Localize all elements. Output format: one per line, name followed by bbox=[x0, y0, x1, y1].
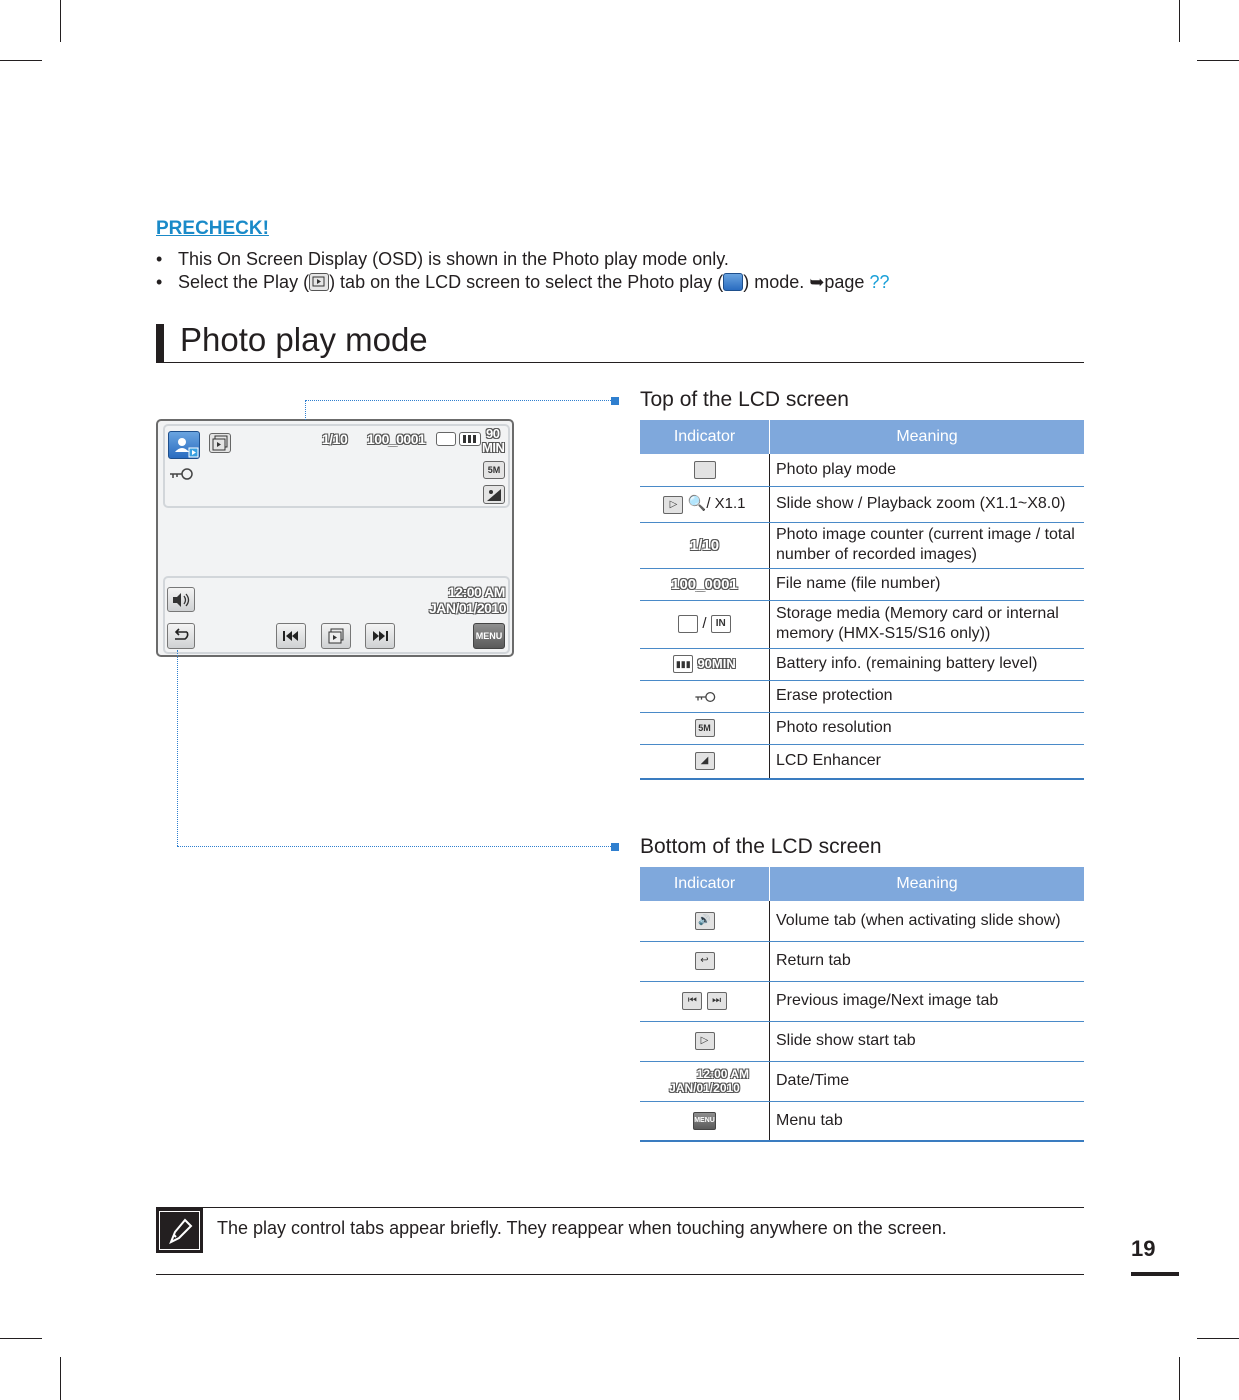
crop-mark bbox=[0, 60, 42, 61]
table-row bbox=[640, 981, 1084, 1021]
memory-card-icon bbox=[678, 615, 698, 633]
photo-mode-icon bbox=[694, 461, 716, 479]
date-indicator: JAN/01/2010 bbox=[669, 1081, 740, 1095]
title-rule bbox=[156, 362, 1084, 363]
page-ref-arrow: ➥page bbox=[809, 272, 870, 292]
indicator-cell bbox=[640, 744, 770, 779]
column-header-indicator: Indicator bbox=[640, 420, 770, 454]
indicator-cell bbox=[640, 1101, 770, 1141]
indicator-cell bbox=[640, 1021, 770, 1061]
crop-mark bbox=[0, 1338, 42, 1339]
column-header-meaning: Meaning bbox=[770, 867, 1085, 901]
page-ref-number[interactable]: ?? bbox=[869, 272, 890, 292]
leader-marker-top bbox=[611, 397, 619, 405]
column-header-meaning: Meaning bbox=[770, 420, 1085, 454]
table-row bbox=[640, 568, 1084, 600]
table-row bbox=[640, 941, 1084, 981]
table-row bbox=[640, 600, 1084, 648]
table-header-row bbox=[640, 867, 1084, 901]
battery-time: 90MIN bbox=[697, 655, 736, 671]
resolution-icon: 5M bbox=[695, 719, 715, 737]
meaning-cell: Menu tab bbox=[770, 1101, 1085, 1141]
battery-icon: ▮▮▮ bbox=[673, 655, 693, 673]
indicator-cell: 1/10 bbox=[640, 522, 770, 568]
slideshow-start-button[interactable] bbox=[321, 623, 351, 649]
meaning-cell: Date/Time bbox=[770, 1061, 1085, 1101]
meaning-cell: Volume tab (when activating slide show) bbox=[770, 901, 1085, 941]
internal-memory-icon: IN bbox=[711, 615, 731, 633]
image-counter: 1/10 bbox=[322, 431, 348, 447]
footer-rule bbox=[156, 1274, 1084, 1275]
table-row bbox=[640, 901, 1084, 941]
table-header-row bbox=[640, 420, 1084, 454]
table-row bbox=[640, 1021, 1084, 1061]
indicator-cell bbox=[640, 486, 770, 522]
table-row bbox=[640, 712, 1084, 744]
meaning-cell: Slide show start tab bbox=[770, 1021, 1085, 1061]
indicator-cell bbox=[640, 680, 770, 712]
table-row bbox=[640, 648, 1084, 680]
key-icon bbox=[692, 688, 718, 705]
zoom-indicator: / X1.1 bbox=[706, 495, 746, 513]
table-row bbox=[640, 1101, 1084, 1141]
resolution-icon: 5M bbox=[483, 461, 505, 479]
precheck-line-2c: ) mode. bbox=[743, 272, 810, 292]
column-header-indicator: Indicator bbox=[640, 867, 770, 901]
indicator-cell bbox=[640, 981, 770, 1021]
top-indicator-table bbox=[640, 420, 1084, 780]
memory-card-icon bbox=[436, 432, 456, 446]
crop-mark bbox=[1197, 1338, 1239, 1339]
previous-button[interactable] bbox=[276, 623, 306, 649]
meaning-cell: Photo image counter (current image / total number of recorded images) bbox=[770, 522, 1085, 568]
precheck-heading: PRECHECK! bbox=[156, 218, 269, 239]
file-name: 100_0001 bbox=[367, 431, 426, 447]
meaning-cell: LCD Enhancer bbox=[770, 744, 1085, 779]
indicator-cell bbox=[640, 600, 770, 648]
meaning-cell: Previous image/Next image tab bbox=[770, 981, 1085, 1021]
slideshow-icon bbox=[209, 433, 231, 453]
note-icon bbox=[156, 1208, 203, 1253]
photo-play-icon bbox=[723, 273, 743, 291]
meaning-cell: Erase protection bbox=[770, 680, 1085, 712]
precheck-line-2b: ) tab on the LCD screen to select the Photo play ( bbox=[329, 272, 724, 292]
crop-mark bbox=[1179, 0, 1180, 42]
crop-mark bbox=[1197, 60, 1239, 61]
next-button[interactable] bbox=[365, 623, 395, 649]
section-title: Photo play mode bbox=[180, 321, 428, 358]
crop-mark bbox=[1179, 1357, 1180, 1400]
table-row bbox=[640, 486, 1084, 522]
menu-button[interactable]: MENU bbox=[473, 623, 505, 649]
battery-icon bbox=[459, 432, 481, 446]
lcd-enhancer-icon bbox=[483, 485, 505, 504]
precheck-line-1: This On Screen Display (OSD) is shown in the Photo play mode only. bbox=[178, 249, 729, 269]
volume-button[interactable] bbox=[167, 587, 195, 612]
leader-line-top-vertical bbox=[305, 400, 306, 420]
battery-unit: MIN bbox=[482, 440, 505, 455]
indicator-cell: 100_0001 bbox=[640, 568, 770, 600]
time-indicator: 12:00 AM bbox=[696, 1067, 749, 1081]
meaning-cell: Photo resolution bbox=[770, 712, 1085, 744]
next-icon: ⏭ bbox=[707, 992, 727, 1010]
table-row bbox=[640, 1061, 1084, 1101]
table-row bbox=[640, 744, 1084, 779]
lcd-enhancer-icon: ◢ bbox=[695, 752, 715, 770]
volume-icon: 🔊 bbox=[695, 912, 715, 930]
return-icon: ↩ bbox=[695, 952, 715, 970]
bottom-section-heading: Bottom of the LCD screen bbox=[640, 835, 882, 858]
precheck-line-2a: Select the Play ( bbox=[178, 272, 310, 292]
page-number-bar bbox=[1131, 1272, 1179, 1276]
key-icon bbox=[168, 466, 194, 487]
slideshow-icon: ▷ bbox=[695, 1032, 715, 1050]
play-tab-icon bbox=[309, 273, 329, 291]
leader-line-bottom-vertical bbox=[177, 650, 178, 846]
photo-mode-icon bbox=[168, 431, 200, 459]
table-row bbox=[640, 454, 1084, 486]
indicator-cell bbox=[640, 1061, 770, 1101]
meaning-cell: Battery info. (remaining battery level) bbox=[770, 648, 1085, 680]
indicator-cell bbox=[640, 648, 770, 680]
indicator-cell bbox=[640, 941, 770, 981]
title-marker bbox=[156, 324, 164, 362]
leader-line-top bbox=[305, 400, 611, 401]
lcd-date: JAN/01/2010 bbox=[429, 600, 507, 616]
leader-marker-bottom bbox=[611, 843, 619, 851]
page-number: 19 bbox=[1131, 1236, 1156, 1261]
zoom-icon: 🔍 bbox=[687, 495, 707, 513]
meaning-cell: Slide show / Playback zoom (X1.1~X8.0) bbox=[770, 486, 1085, 522]
table-row bbox=[640, 522, 1084, 568]
meaning-cell: File name (file number) bbox=[770, 568, 1085, 600]
crop-mark bbox=[60, 0, 61, 42]
slideshow-icon: ▷ bbox=[663, 496, 683, 514]
storage-separator: / bbox=[702, 614, 707, 632]
indicator-cell bbox=[640, 454, 770, 486]
meaning-cell: Return tab bbox=[770, 941, 1085, 981]
bottom-indicator-table bbox=[640, 867, 1084, 1142]
meaning-cell: Storage media (Memory card or internal memory (HMX-S15/S16 only)) bbox=[770, 600, 1085, 648]
precheck-bullet-2: • Select the Play ( ) tab on the LCD screen to select the Photo play ( ) mode. ➥page ?? bbox=[156, 272, 890, 292]
return-button[interactable] bbox=[167, 623, 195, 649]
table-row bbox=[640, 680, 1084, 712]
indicator-cell bbox=[640, 712, 770, 744]
indicator-cell bbox=[640, 901, 770, 941]
lcd-time: 12:00 AM bbox=[448, 584, 505, 600]
note-top-rule bbox=[156, 1207, 1084, 1208]
crop-mark bbox=[60, 1357, 61, 1400]
previous-icon: ⏮ bbox=[682, 992, 702, 1010]
precheck-bullet-1: • This On Screen Display (OSD) is shown in the Photo play mode only. bbox=[156, 249, 729, 269]
note-text: The play control tabs appear briefly. They reappear when touching anywhere on the screen. bbox=[217, 1218, 947, 1238]
leader-line-bottom bbox=[177, 846, 611, 847]
meaning-cell: Photo play mode bbox=[770, 454, 1085, 486]
top-section-heading: Top of the LCD screen bbox=[640, 388, 849, 411]
menu-icon: MENU bbox=[693, 1112, 716, 1130]
battery-time: 90 bbox=[486, 426, 500, 441]
